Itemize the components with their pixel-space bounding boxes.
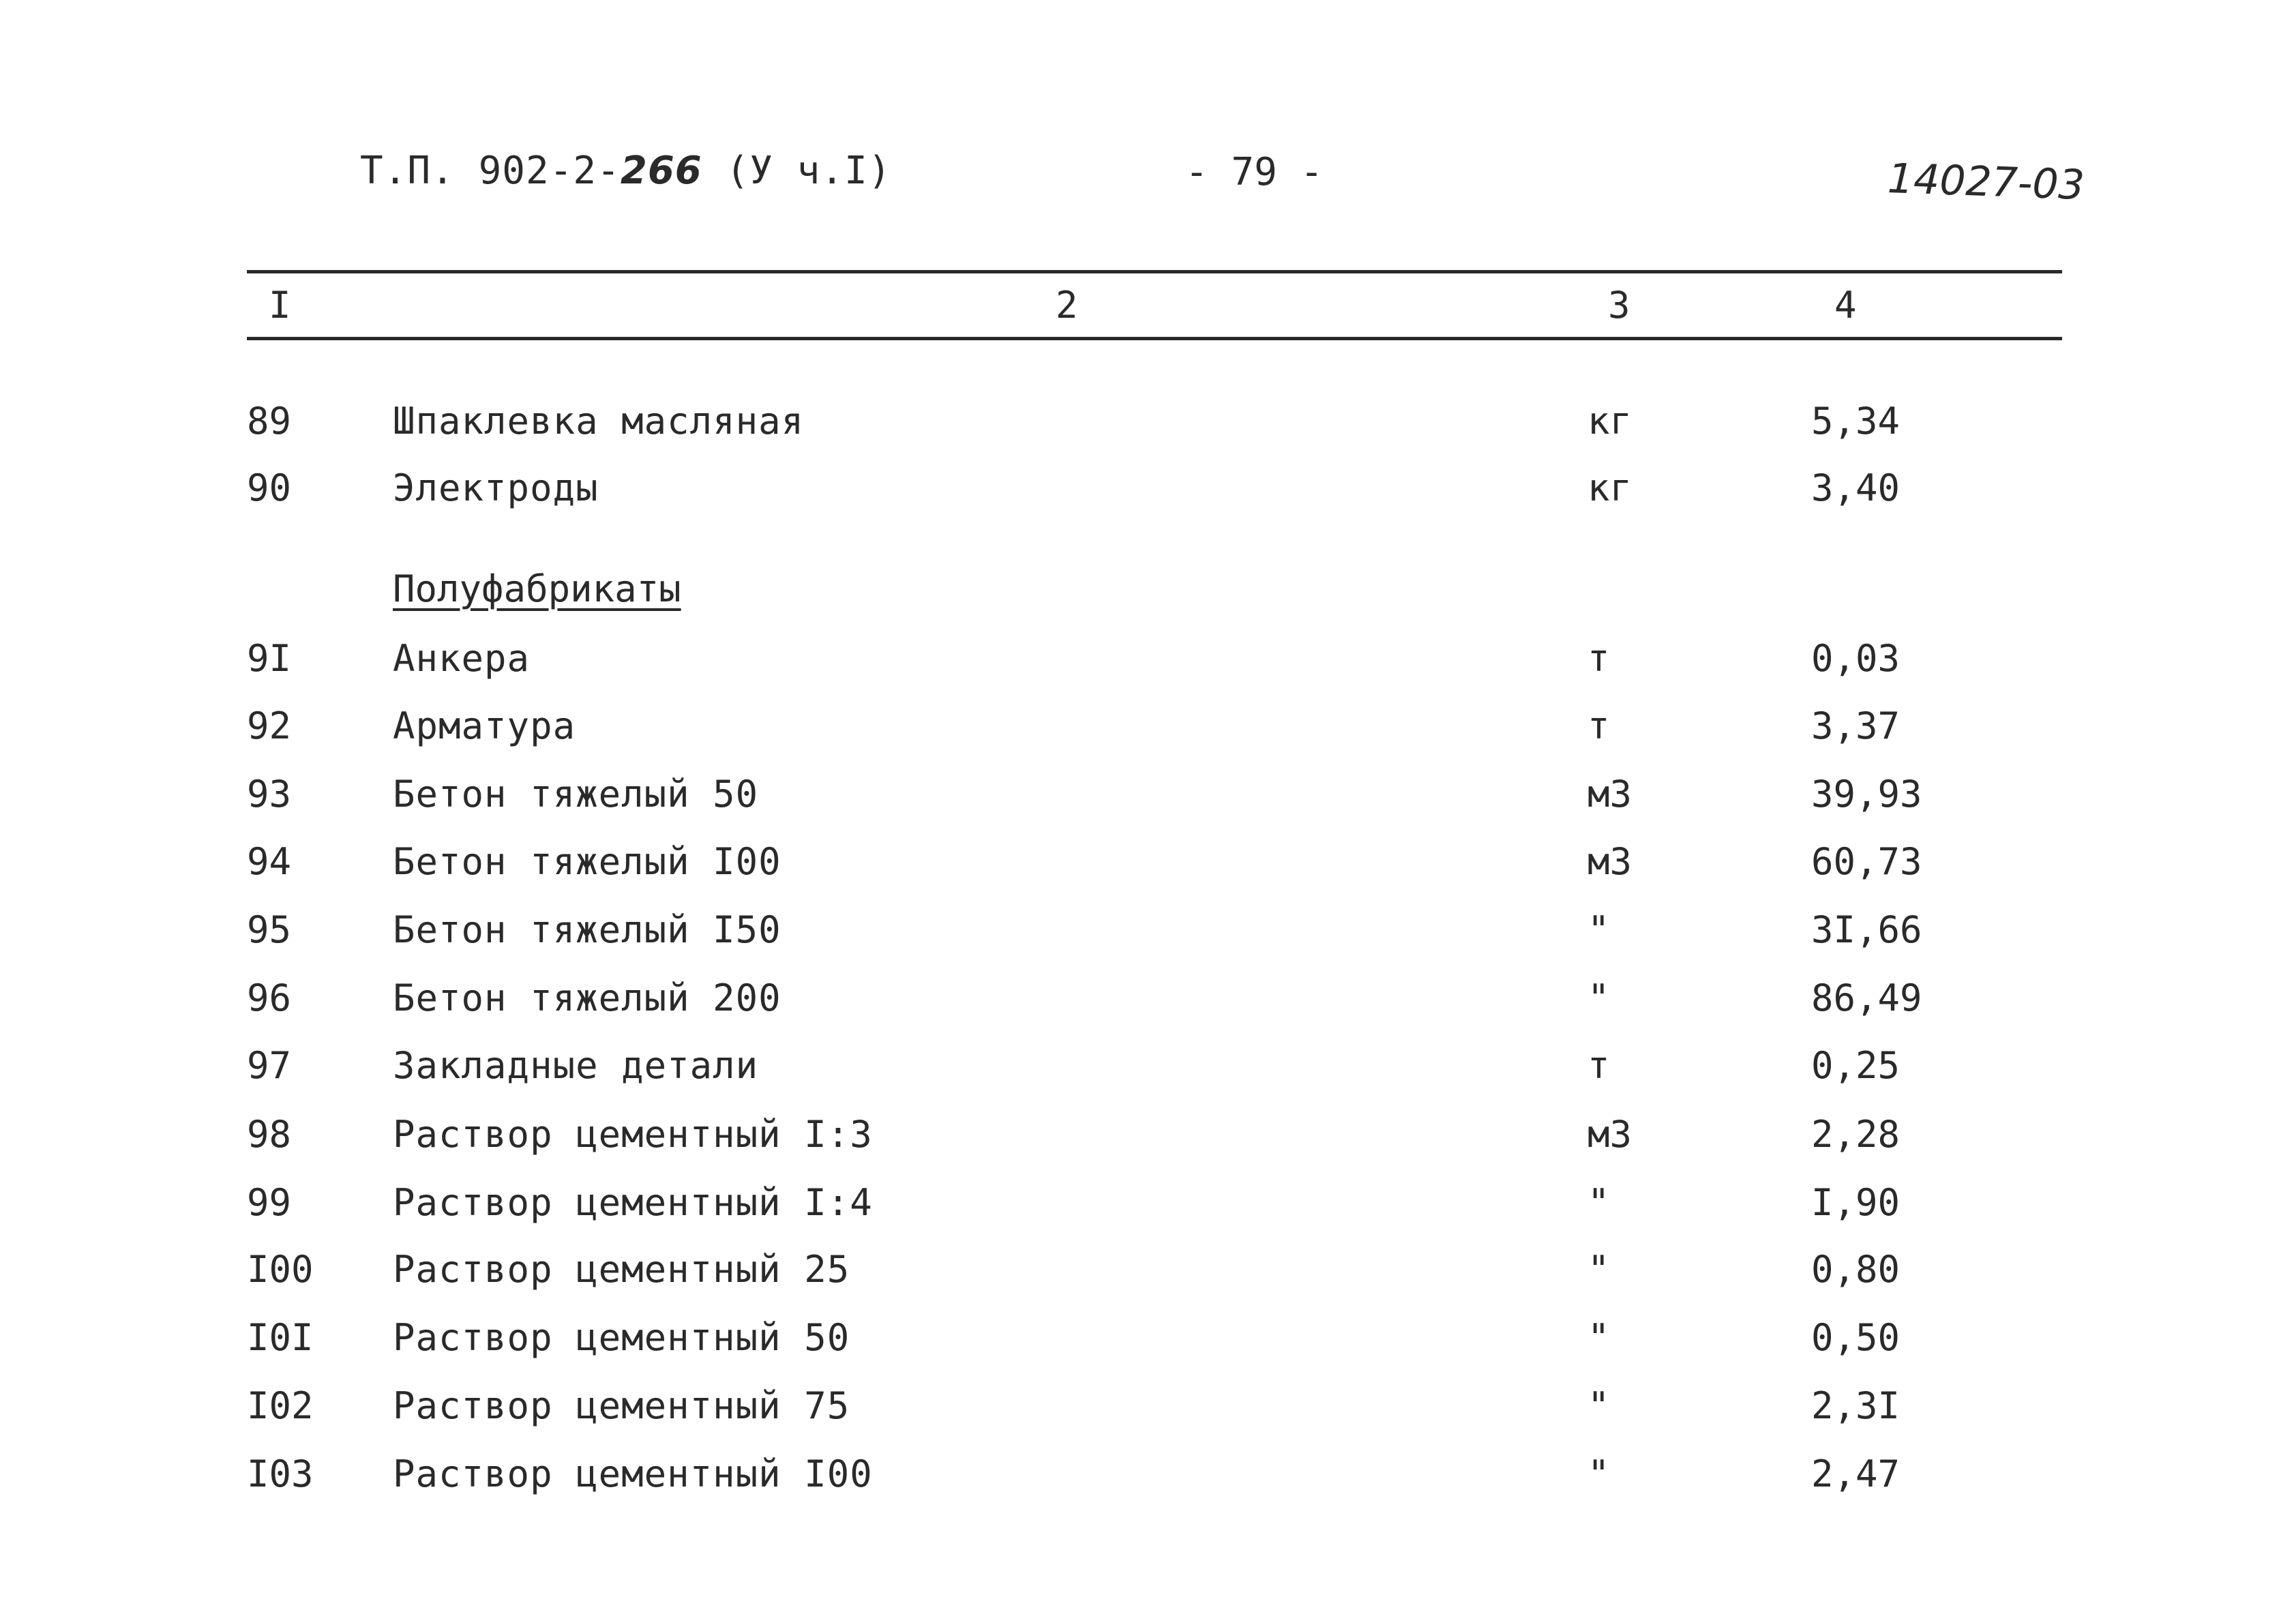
table-row bbox=[0, 637, 2296, 691]
row-unit: " bbox=[1587, 976, 1610, 1019]
row-name: Раствор цементный I00 bbox=[393, 1452, 873, 1495]
row-number: 96 bbox=[247, 976, 292, 1019]
table-row bbox=[0, 1181, 2296, 1236]
row-value: 3I,66 bbox=[1811, 908, 1922, 951]
row-unit: " bbox=[1587, 1248, 1610, 1291]
row-number: 9I bbox=[247, 637, 292, 680]
table-row bbox=[0, 1248, 2296, 1302]
designation-number: 266 bbox=[620, 149, 702, 193]
page-number: - 79 - bbox=[1185, 150, 1324, 194]
row-number: 94 bbox=[247, 840, 292, 883]
row-number: I00 bbox=[247, 1248, 314, 1291]
row-name: Шпаклевка масляная bbox=[393, 400, 805, 443]
row-name: Раствор цементный I:3 bbox=[393, 1113, 873, 1156]
row-name: Бетон тяжелый 50 bbox=[393, 773, 759, 816]
row-number: 89 bbox=[247, 400, 292, 443]
row-value: 0,25 bbox=[1811, 1044, 1900, 1087]
row-unit: м3 bbox=[1587, 1113, 1632, 1156]
row-unit: м3 bbox=[1587, 840, 1632, 883]
row-name: Раствор цементный I:4 bbox=[393, 1181, 873, 1224]
row-name: Бетон тяжелый 200 bbox=[393, 976, 781, 1019]
row-number: 93 bbox=[247, 773, 292, 816]
column-header-2: 2 bbox=[1056, 284, 1078, 327]
row-number: I0I bbox=[247, 1316, 314, 1359]
row-number: 97 bbox=[247, 1044, 292, 1087]
table-row bbox=[0, 1044, 2296, 1099]
row-name: Закладные детали bbox=[393, 1044, 759, 1087]
row-value: I,90 bbox=[1811, 1181, 1900, 1224]
table-row bbox=[0, 1316, 2296, 1371]
row-name: Бетон тяжелый I00 bbox=[393, 840, 781, 883]
row-value: 0,80 bbox=[1811, 1248, 1900, 1291]
row-unit: кг bbox=[1587, 466, 1632, 509]
designation-suffix: (У ч.I) bbox=[702, 149, 892, 193]
document-designation bbox=[360, 149, 892, 193]
row-number: 99 bbox=[247, 1181, 292, 1224]
table-header-bottom-rule bbox=[247, 337, 2062, 340]
table-row bbox=[0, 466, 2296, 521]
table-row bbox=[0, 773, 2296, 827]
table-row bbox=[0, 1113, 2296, 1167]
row-unit: " bbox=[1587, 1452, 1610, 1495]
row-name: Электроды bbox=[393, 466, 599, 509]
row-name: Раствор цементный 50 bbox=[393, 1316, 850, 1359]
row-value: 5,34 bbox=[1811, 400, 1900, 443]
row-name: Бетон тяжелый I50 bbox=[393, 908, 781, 951]
row-value: 3,40 bbox=[1811, 466, 1900, 509]
table-row bbox=[0, 840, 2296, 895]
row-number: I02 bbox=[247, 1384, 314, 1427]
designation-prefix: Т.П. 902-2- bbox=[360, 149, 621, 193]
table-row bbox=[0, 704, 2296, 759]
row-value: 0,03 bbox=[1811, 637, 1900, 680]
column-header-4: 4 bbox=[1834, 284, 1857, 327]
row-unit: кг bbox=[1587, 400, 1632, 443]
row-value: 86,49 bbox=[1811, 976, 1922, 1019]
row-name: Арматура bbox=[393, 704, 576, 747]
row-value: 2,3I bbox=[1811, 1384, 1900, 1427]
row-number: 95 bbox=[247, 908, 292, 951]
column-header-1: I bbox=[269, 284, 291, 327]
row-unit: " bbox=[1587, 1181, 1610, 1224]
row-value: 2,28 bbox=[1811, 1113, 1900, 1156]
row-number: 98 bbox=[247, 1113, 292, 1156]
row-unit: " bbox=[1587, 1316, 1610, 1359]
table-row bbox=[0, 1452, 2296, 1507]
row-value: 0,50 bbox=[1811, 1316, 1900, 1359]
row-value: 3,37 bbox=[1811, 704, 1900, 747]
row-unit: м3 bbox=[1587, 773, 1632, 816]
archive-number: 14027-03 bbox=[1886, 154, 2086, 210]
row-name: Раствор цементный 75 bbox=[393, 1384, 850, 1427]
row-unit: т bbox=[1587, 704, 1610, 747]
row-number: 92 bbox=[247, 704, 292, 747]
row-value: 2,47 bbox=[1811, 1452, 1900, 1495]
section-heading: Полуфабрикаты bbox=[393, 567, 681, 610]
row-name: Раствор цементный 25 bbox=[393, 1248, 850, 1291]
row-number: 90 bbox=[247, 466, 292, 509]
row-number: I03 bbox=[247, 1452, 314, 1495]
column-header-3: 3 bbox=[1608, 284, 1630, 327]
row-unit: т bbox=[1587, 637, 1610, 680]
row-unit: " bbox=[1587, 908, 1610, 951]
row-unit: " bbox=[1587, 1384, 1610, 1427]
table-row bbox=[0, 976, 2296, 1031]
table-row bbox=[0, 1384, 2296, 1439]
row-name: Анкера bbox=[393, 637, 531, 680]
table-row bbox=[0, 400, 2296, 454]
row-unit: т bbox=[1587, 1044, 1610, 1087]
row-value: 60,73 bbox=[1811, 840, 1922, 883]
table-row bbox=[0, 908, 2296, 963]
table-top-rule bbox=[247, 270, 2062, 273]
row-value: 39,93 bbox=[1811, 773, 1922, 816]
